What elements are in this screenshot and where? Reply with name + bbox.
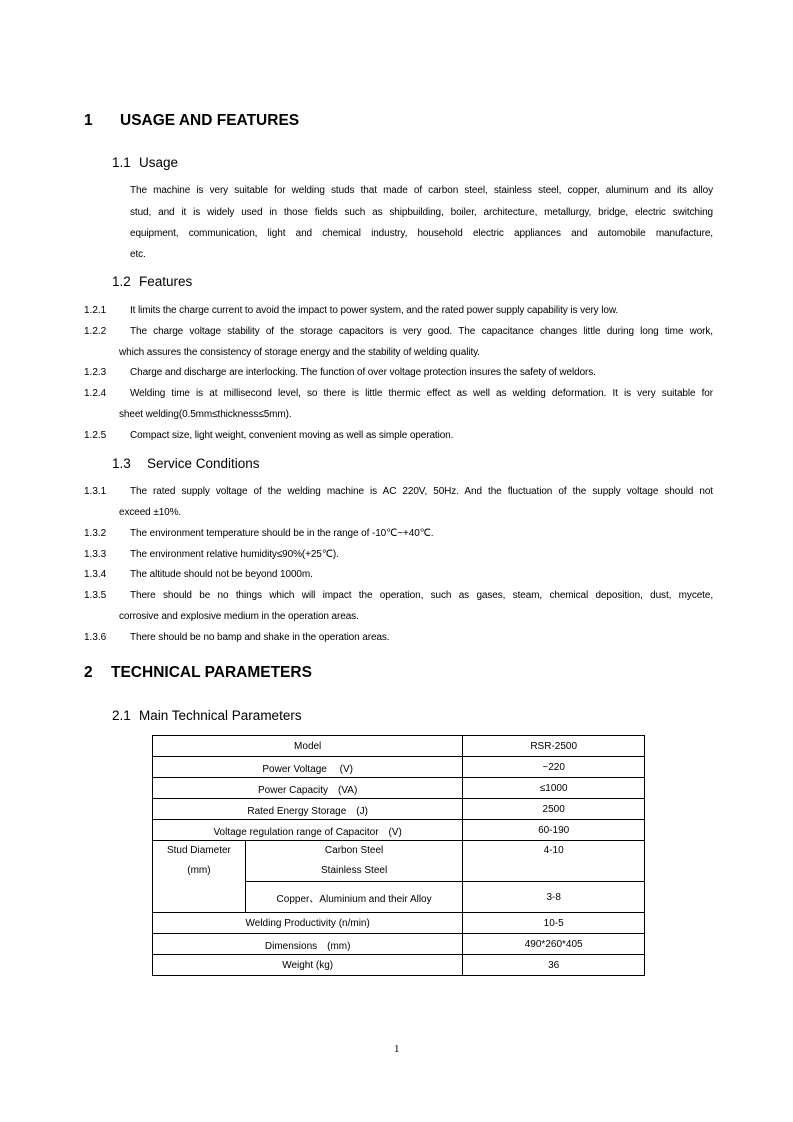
section-1-1-number: 1.1 — [112, 155, 131, 170]
usage-line: etc. — [130, 249, 146, 260]
stud-diameter-label: Stud Diameter (mm) — [153, 841, 246, 913]
item-number: 1.3.3 — [84, 549, 107, 560]
steel-label: Carbon Steel Stainless Steel — [245, 841, 463, 882]
usage-line: stud, and it is widely used in those fields such as shipbuilding, boiler, architecture, metallurgy, bridge, electric switching — [130, 207, 713, 218]
item-number: 1.2.2 — [84, 326, 107, 337]
item-number: 1.3.2 — [84, 528, 107, 539]
param-value: 10-5 — [463, 913, 645, 934]
table-row — [153, 841, 645, 882]
technical-parameters-table — [152, 735, 645, 976]
item-text: The environment relative humidity≤90%(+25℃). — [130, 549, 339, 560]
param-value: 3-8 — [463, 882, 645, 913]
item-text: Welding time is at millisecond level, so there is little thermic effect as well as welding deformation. It is very suitable for — [130, 388, 713, 399]
table-row — [153, 757, 645, 778]
section-2-number: 2 — [84, 664, 93, 681]
section-2-1-title: Main Technical Parameters — [139, 708, 302, 723]
item-text: The rated supply voltage of the welding machine is AC 220V, 50Hz. And the fluctuation of the supply voltage should not — [130, 486, 713, 497]
item-number: 1.2.1 — [84, 305, 107, 316]
param-value: ~220 — [463, 757, 645, 778]
item-text-cont: corrosive and explosive medium in the operation areas. — [119, 611, 359, 622]
section-1-1-title: Usage — [139, 155, 179, 170]
item-number: 1.2.5 — [84, 430, 107, 441]
item-text: There should be no bamp and shake in the operation areas. — [130, 632, 390, 643]
param-label: Power Capacity (VA) — [153, 778, 463, 799]
item-number: 1.3.1 — [84, 486, 107, 497]
item-text: There should be no things which will impact the operation, such as gases, steam, chemical deposition, dust, mycete, — [130, 590, 713, 601]
usage-line: The machine is very suitable for welding studs that made of carbon steel, stainless steel, copper, aluminum and its alloy — [130, 185, 713, 196]
param-label: Rated Energy Storage (J) — [153, 799, 463, 820]
param-value: RSR-2500 — [463, 736, 645, 757]
item-text: Charge and discharge are interlocking. The function of over voltage protection insures the safety of weldors. — [130, 367, 596, 378]
item-number: 1.3.6 — [84, 632, 107, 643]
section-2-1-number: 2.1 — [112, 708, 131, 723]
param-value: 60-190 — [463, 820, 645, 841]
item-text-cont: exceed ±10%. — [119, 507, 182, 518]
section-1-2-number: 1.2 — [112, 274, 131, 289]
param-label: Weight (kg) — [153, 955, 463, 976]
param-value: 490*260*405 — [463, 934, 645, 955]
table-row — [153, 778, 645, 799]
table-row — [153, 913, 645, 934]
item-text-cont: which assures the consistency of storage energy and the stability of welding quality. — [119, 347, 480, 358]
param-value: 4-10 — [463, 841, 645, 882]
item-number: 1.2.4 — [84, 388, 107, 399]
item-text: The altitude should not be beyond 1000m. — [130, 569, 313, 580]
table-row — [153, 934, 645, 955]
param-value: 36 — [463, 955, 645, 976]
param-value: ≤1000 — [463, 778, 645, 799]
item-text: The environment temperature should be in the range of -10℃~+40℃. — [130, 528, 434, 539]
param-label: Welding Productivity (n/min) — [153, 913, 463, 934]
section-1-2-title: Features — [139, 274, 193, 289]
table-row — [153, 820, 645, 841]
usage-line: equipment, communication, light and chemical industry, household electric appliances and automobile manufacture, — [130, 228, 713, 239]
item-number: 1.3.4 — [84, 569, 107, 580]
param-label: Dimensions (mm) — [153, 934, 463, 955]
section-2-title: TECHNICAL PARAMETERS — [111, 664, 312, 681]
section-1-number: 1 — [84, 112, 93, 129]
item-text: It limits the charge current to avoid the impact to power system, and the rated power supply capability is very low. — [130, 305, 619, 316]
param-value: 2500 — [463, 799, 645, 820]
table-row — [153, 955, 645, 976]
param-label: Model — [153, 736, 463, 757]
table-row — [153, 799, 645, 820]
param-label: Voltage regulation range of Capacitor (V) — [153, 820, 463, 841]
page-number: 1 — [394, 1043, 400, 1055]
item-text: Compact size, light weight, convenient moving as well as simple operation. — [130, 430, 454, 441]
section-1-title: USAGE AND FEATURES — [120, 112, 300, 129]
param-label: Power Voltage (V) — [153, 757, 463, 778]
table-row — [153, 736, 645, 757]
item-text: The charge voltage stability of the storage capacitors is very good. The capacitance changes little during long time work, — [130, 326, 713, 337]
item-text-cont: sheet welding(0.5mm≤thickness≤5mm). — [119, 409, 292, 420]
section-1-3-number: 1.3 — [112, 456, 131, 471]
item-number: 1.3.5 — [84, 590, 107, 601]
section-1-3-title: Service Conditions — [147, 456, 260, 471]
item-number: 1.2.3 — [84, 367, 107, 378]
param-label: Copper、Aluminium and their Alloy — [245, 882, 463, 913]
